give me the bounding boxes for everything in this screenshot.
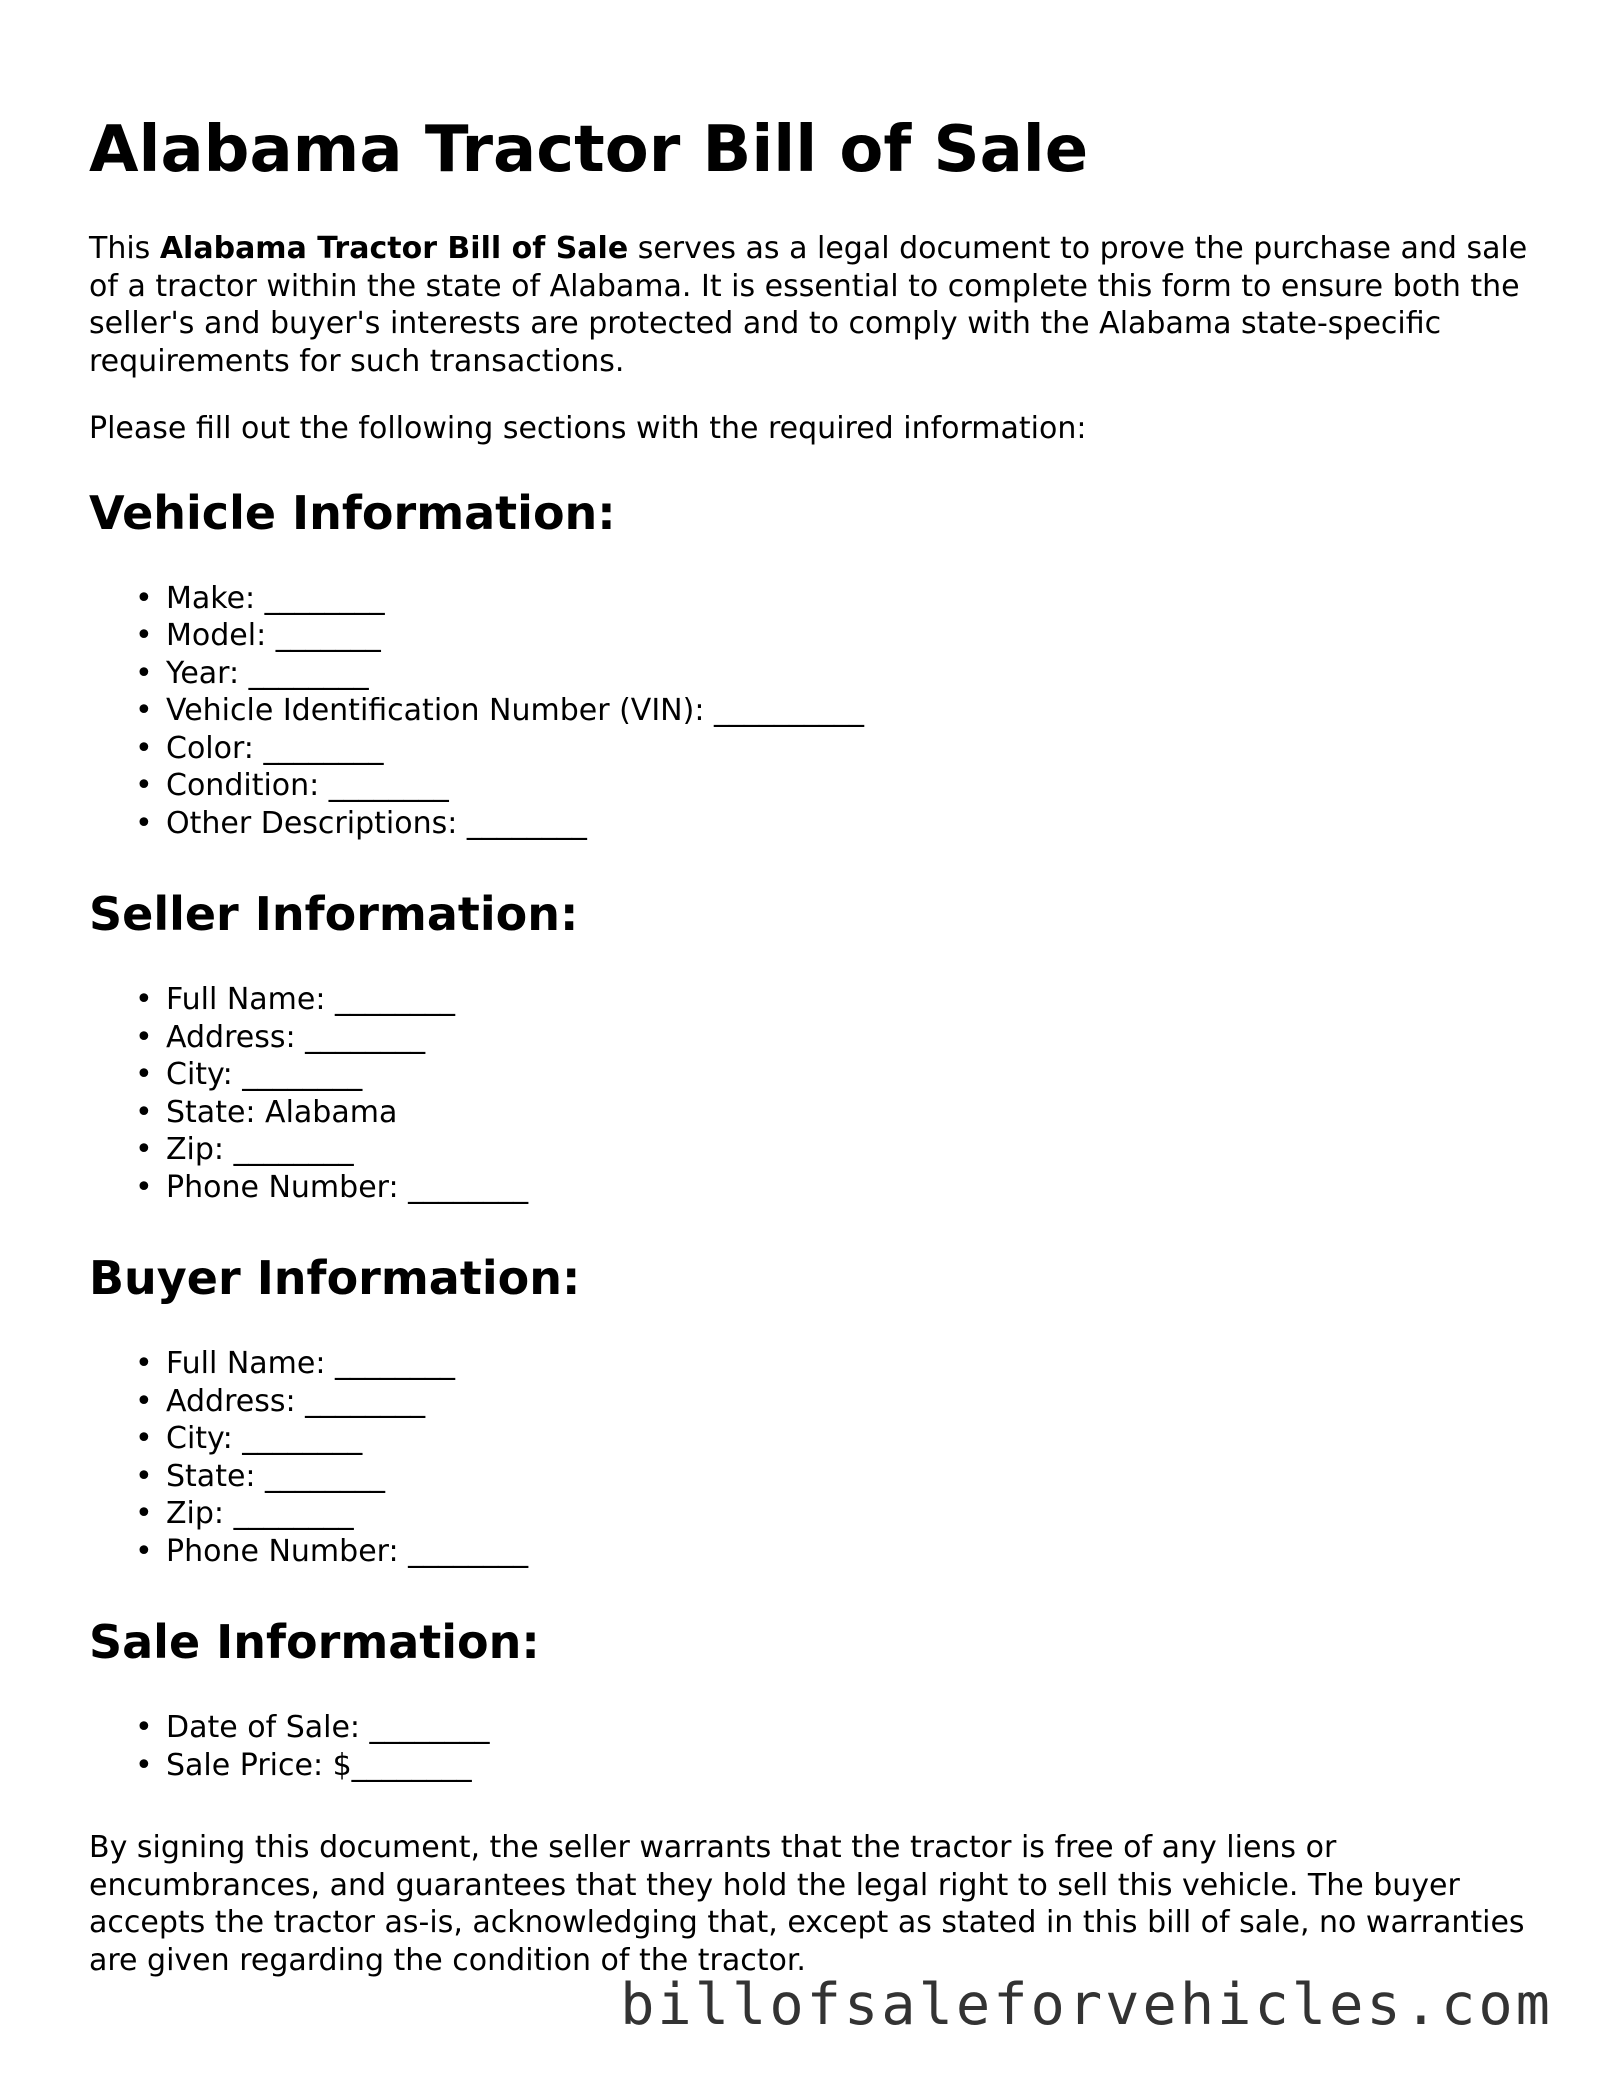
bullet-icon: • xyxy=(135,1057,153,1092)
field-label: Condition: ________ xyxy=(166,768,449,803)
bullet-icon: • xyxy=(135,1346,153,1381)
field-label: Sale Price: $________ xyxy=(166,1747,472,1783)
bullet-icon: • xyxy=(135,1421,153,1456)
field-label: Color: ________ xyxy=(166,730,384,766)
seller-field-city xyxy=(135,1056,1529,1094)
field-label: Make: ________ xyxy=(166,580,385,616)
field-label: Zip: ________ xyxy=(166,1496,354,1531)
bullet-icon: • xyxy=(135,1132,153,1167)
intro-paragraph xyxy=(89,230,1529,380)
field-label: State: ________ xyxy=(166,1458,386,1494)
field-label: State: Alabama xyxy=(166,1094,398,1130)
bullet-icon: • xyxy=(135,768,153,803)
intro-prefix: This xyxy=(89,231,160,266)
seller-field-state xyxy=(135,1094,1529,1132)
instructions-paragraph: Please fill out the following sections with the required information: xyxy=(89,411,1087,446)
buyer-field-zip xyxy=(135,1495,1529,1533)
bullet-icon: • xyxy=(135,1458,153,1494)
bullet-icon: • xyxy=(135,1710,153,1745)
document-page xyxy=(89,112,1529,1979)
buyer-field-full-name xyxy=(135,1345,1529,1383)
vehicle-field-vin xyxy=(135,692,1529,730)
bullet-icon: • xyxy=(135,805,153,841)
vehicle-field-condition xyxy=(135,767,1529,805)
field-label: Address: ________ xyxy=(166,1383,426,1419)
field-label: City: ________ xyxy=(166,1057,363,1092)
seller-field-zip xyxy=(135,1131,1529,1169)
vehicle-field-color xyxy=(135,730,1529,768)
seller-section-heading: Seller Information: xyxy=(89,887,579,941)
bullet-icon: • xyxy=(135,1169,153,1205)
bullet-icon: • xyxy=(135,693,153,728)
site-watermark: billofsaleforvehicles.com xyxy=(620,1972,1553,2038)
seller-field-list xyxy=(89,981,1529,1206)
field-label: Address: ________ xyxy=(166,1019,426,1055)
bullet-icon: • xyxy=(135,1094,153,1130)
seller-field-full-name xyxy=(135,981,1529,1019)
field-label: City: ________ xyxy=(166,1421,363,1456)
seller-field-address xyxy=(135,1019,1529,1057)
vehicle-field-year xyxy=(135,655,1529,693)
bullet-icon: • xyxy=(135,1496,153,1531)
field-label: Model: _______ xyxy=(166,618,381,653)
intro-bold-title: Alabama Tractor Bill of Sale xyxy=(159,231,629,266)
buyer-section-heading: Buyer Information: xyxy=(89,1251,581,1305)
field-label: Date of Sale: ________ xyxy=(166,1710,490,1745)
document-title: Alabama Tractor Bill of Sale xyxy=(89,113,1089,187)
field-label: Phone Number: ________ xyxy=(166,1533,529,1569)
buyer-field-address xyxy=(135,1383,1529,1421)
sale-field-price xyxy=(135,1747,1529,1785)
bullet-icon: • xyxy=(135,1383,153,1419)
bullet-icon: • xyxy=(135,580,153,616)
field-label: Full Name: ________ xyxy=(166,982,455,1017)
bullet-icon: • xyxy=(135,1019,153,1055)
sale-section-heading: Sale Information: xyxy=(89,1615,540,1669)
field-label: Zip: ________ xyxy=(166,1132,354,1167)
buyer-field-city xyxy=(135,1420,1529,1458)
field-label: Full Name: ________ xyxy=(166,1346,455,1381)
sale-field-list xyxy=(89,1709,1529,1784)
seller-field-phone xyxy=(135,1169,1529,1207)
vehicle-field-other-descriptions xyxy=(135,805,1529,843)
bullet-icon: • xyxy=(135,730,153,766)
field-label: Phone Number: ________ xyxy=(166,1169,529,1205)
closing-paragraph: By signing this document, the seller warrants that the tractor is free of any liens or encumbrances, and guarantees that they hold the legal right to sell this vehicle. The buyer accepts the tractor as-is, acknowledging that, except as stated in this bill of sale, no warranties are given regarding the condition of the tractor. xyxy=(89,1830,1525,1978)
vehicle-field-make xyxy=(135,580,1529,618)
intro-suffix: serves as a legal document to prove the purchase and sale of a tractor within the state of Alabama. It is essential to complete this form to ensure both the seller's and buyer's interests are protected and to comply with the Alabama state-specific requirements for such transactions. xyxy=(89,231,1528,379)
field-label: Other Descriptions: ________ xyxy=(166,805,587,841)
buyer-field-list xyxy=(89,1345,1529,1570)
sale-field-date xyxy=(135,1709,1529,1747)
field-label: Year: ________ xyxy=(166,655,369,691)
bullet-icon: • xyxy=(135,1747,153,1783)
buyer-field-state xyxy=(135,1458,1529,1496)
bullet-icon: • xyxy=(135,982,153,1017)
buyer-field-phone xyxy=(135,1533,1529,1571)
vehicle-field-model xyxy=(135,617,1529,655)
bullet-icon: • xyxy=(135,655,153,691)
field-label: Vehicle Identification Number (VIN): __________ xyxy=(166,693,864,728)
vehicle-field-list xyxy=(89,580,1529,843)
bullet-icon: • xyxy=(135,618,153,653)
vehicle-section-heading: Vehicle Information: xyxy=(89,485,616,540)
bullet-icon: • xyxy=(135,1533,153,1569)
